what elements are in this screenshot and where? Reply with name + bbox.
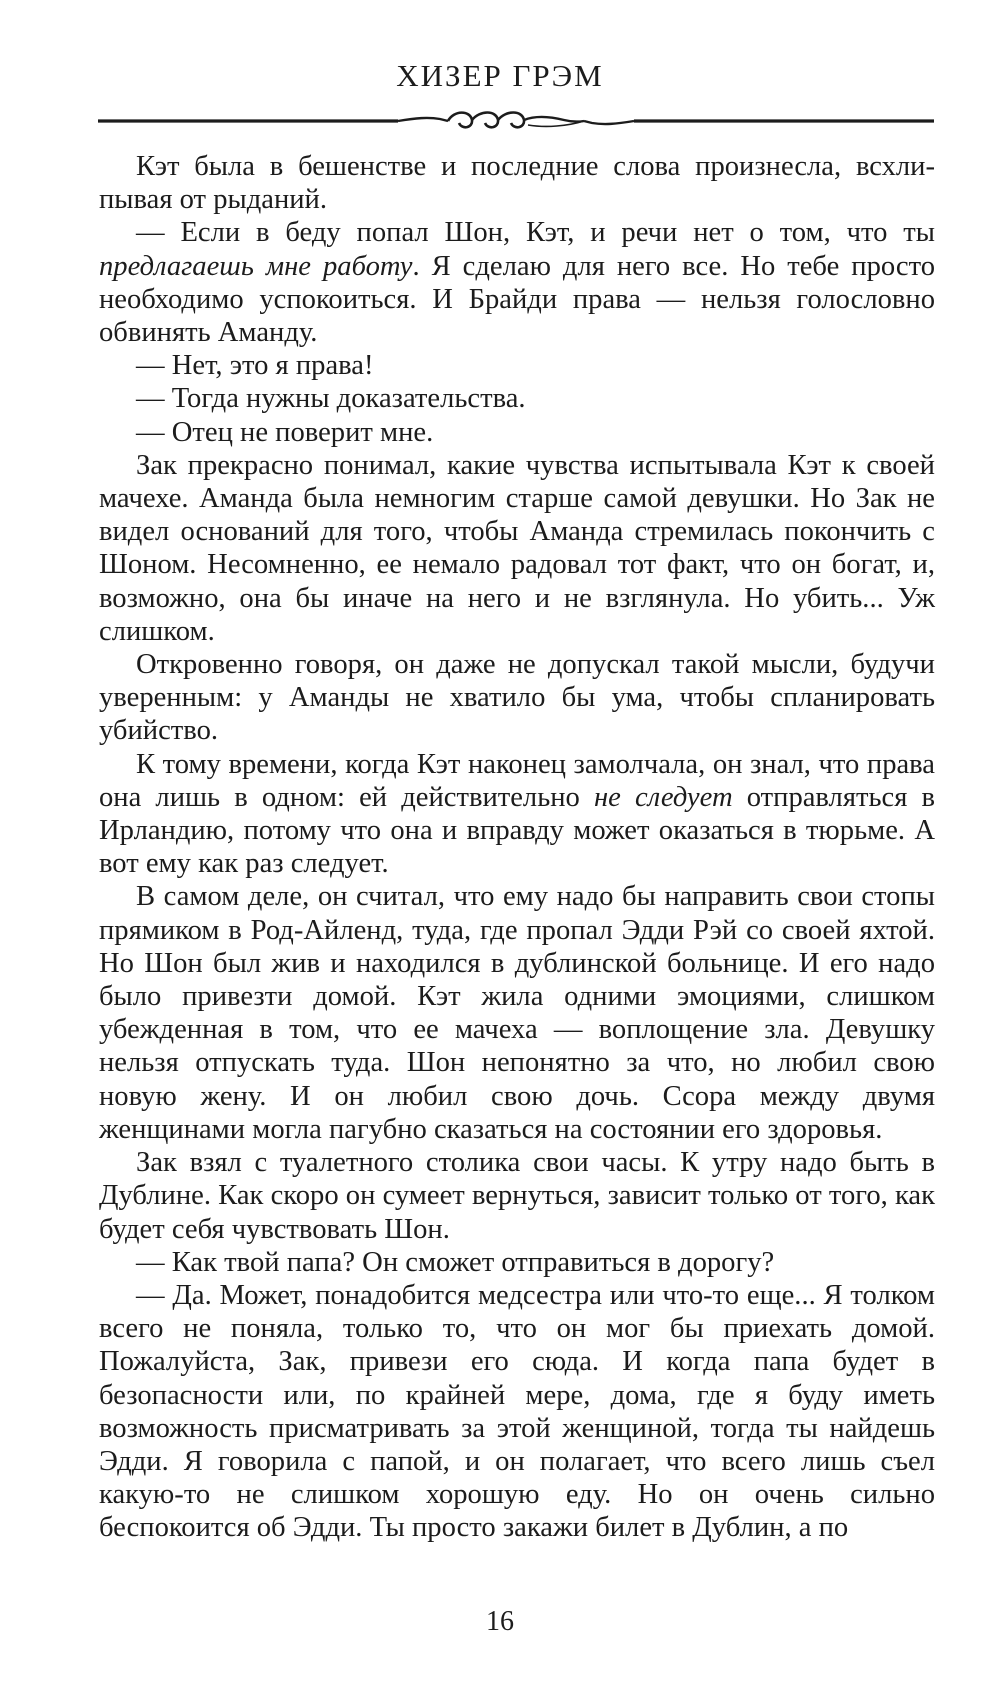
paragraph: Зак взял с туалетного столика свои часы. К утру надо быть в Дублине. Как скоро он сумеет вернуться, зависит только от того, как будет себя чувствовать Шон. xyxy=(99,1147,935,1245)
paragraph: — Нет, это я права! xyxy=(136,350,374,382)
paragraph: — Да. Может, понадобится медсестра или что-то еще... Я толком всего не поняла, только то, что он мог бы приехать домой. Пожалуйста, Зак, привези его сюда. И когда папа будет в безопасности или, по крайней мере, дома, где я буду иметь возможность присматривать за этой женщиной, тогда ты найдешь Эдди. Я говорила с папой, и он полагает, что всего лишь съел какую-то не слишком хорошую еду. Но он очень сильно беспокоится об Эдди. Ты просто закажи билет в Дублин, а по xyxy=(99,1279,935,1544)
paragraph: Кэт была в бешенстве и последние слова произнесла, всхлипывая от рыданий. xyxy=(99,151,935,216)
paragraph: — Если в беду попал Шон, Кэт, и речи нет о том, что ты предлагаешь мне работу. Я сделаю для него все. Но тебе просто необходимо успокоиться. И Брайди права — нельзя голословно обвинять Аманду. xyxy=(99,217,935,349)
paragraph: — Отец не поверит мне. xyxy=(136,416,434,448)
paragraph: — Как твой папа? Он сможет отправиться в дорогу? xyxy=(136,1246,775,1278)
scroll-flourish-icon xyxy=(98,106,934,136)
paragraph: Откровенно говоря, он даже не допускал такой мысли, будучи уверенным: у Аманды не хватило бы ума, чтобы спланировать убийство. xyxy=(99,649,935,747)
chapter-body-text xyxy=(99,150,935,1545)
emphasis: не следует xyxy=(593,781,733,813)
paragraph: — Тогда нужны доказательства. xyxy=(136,383,526,415)
paragraph: В самом деле, он считал, что ему надо бы направить свои стопы прямиком в Род-Айленд, туда, где пропал Эдди Рэй со своей яхтой. Но Шон был жив и находился в дублинской больнице. И его надо было привезти домой. Кэт жила одними эмоциями, слишком убежденная в том, что ее мачеха — воплощение зла. Девушку нельзя отпускать туда. Шон непонятно за что, но любил свою новую жену. И он любил свою дочь. Ссора между двумя женщинами могла пагубно сказаться на состоянии его здоровья. xyxy=(99,881,935,1145)
running-header-title: ХИЗЕР ГРЭМ xyxy=(396,58,604,93)
emphasis: предлагаешь мне работу xyxy=(99,250,413,282)
page-number: 16 xyxy=(486,1606,514,1637)
paragraph: Зак прекрасно понимал, какие чувства испытывала Кэт к своей мачехе. Аманда была немногим старше самой девушки. Но Зак не видел оснований для того, чтобы Аманда стремилась покончить с Шоном. Несомненно, ее немало радовал тот факт, что он богат, и, возможно, она бы иначе на него и не взглянула. Но убить... Уж слишком. xyxy=(99,449,935,647)
paragraph: К тому времени, когда Кэт наконец замолчала, он знал, что права она лишь в одном: ей действительно не следует отправляться в Ирландию, потому что она и вправду может оказаться в тюрьме. А вот ему как раз следует. xyxy=(99,748,935,880)
